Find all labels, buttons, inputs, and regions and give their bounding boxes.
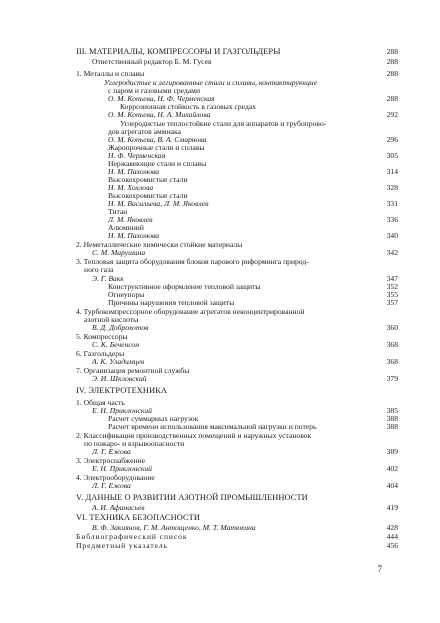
toc-entry-text: азотной кислоты <box>84 315 139 324</box>
toc-page-number: 456 <box>386 541 398 550</box>
toc-entry-text: III. МАТЕРИАЛЫ, КОМПРЕССОРЫ И ГАЗГОЛЬДЕРЫ <box>76 47 281 56</box>
toc-entry <box>108 422 316 431</box>
toc-page-number: 388 <box>386 414 398 423</box>
toc-page-number: 288 <box>386 69 398 78</box>
toc-entry-text: Расчет суммарных нагрузок <box>108 414 199 423</box>
toc-entry-text: С. К. Беченсон <box>92 340 139 349</box>
toc-entry-text: Ответственный редактор Б. М. Гусев <box>92 57 212 66</box>
toc-page-number: 288 <box>386 94 398 103</box>
toc-entry-text: Огнеупоры <box>108 290 145 299</box>
toc-entry <box>92 57 212 66</box>
toc-entry-text: О. М. Копьева, В. А. Смирнова <box>108 135 207 144</box>
toc-entry <box>92 374 147 383</box>
toc-entry <box>92 481 131 490</box>
toc-page-number: 368 <box>386 357 398 366</box>
toc-entry-text: Расчет времени использования максимальной нагрузки и потерь <box>108 422 317 431</box>
toc-entry <box>108 298 234 307</box>
toc-entry-text: по пожаро- и взрывоопасности <box>84 439 185 448</box>
toc-entry <box>84 265 113 274</box>
toc-entry-text: Э. Г. Вакк <box>92 274 124 283</box>
toc-entry-text: Л. Г. Ежова <box>92 447 131 456</box>
toc-entry-text: Н. М. Пахомова <box>108 231 160 240</box>
toc-entry-text: А. И. Афанасьев <box>92 503 145 512</box>
toc-entry-text: Предметный указатель <box>76 541 168 550</box>
toc-entry-text: Э. И. Шкловский <box>92 374 147 383</box>
toc-entry-text: 2. Классификация производственных помещений и наружных установок <box>76 431 312 440</box>
toc-entry <box>76 532 187 541</box>
toc-entry-text: Л. Г. Ежова <box>92 481 131 490</box>
toc-entry-text: 1. Общая часть <box>76 398 125 407</box>
toc-entry <box>108 110 210 119</box>
toc-page-number: 328 <box>386 183 398 192</box>
section-heading <box>76 513 200 522</box>
toc-entry <box>92 323 148 332</box>
toc-entry-text: V. ДАННЫЕ О РАЗВИТИИ АЗОТНОЙ ПРОМЫШЛЕННОСТИ <box>76 493 308 502</box>
toc-entry <box>76 69 144 78</box>
toc-page-number: 389 <box>386 447 398 456</box>
toc-entry-text: IV. ЭЛЕКТРОТЕХНИКА <box>76 386 168 395</box>
toc-entry-text: Н. Ф. Черменская <box>108 151 166 160</box>
toc-page-number: 360 <box>386 323 398 332</box>
toc-entry-text: Конструктивное оформление тепловой защиты <box>108 282 261 291</box>
toc-page-number: 296 <box>386 135 398 144</box>
toc-entry-text: VI. ТЕХНИКА БЕЗОПАСНОСТИ <box>76 513 201 522</box>
toc-entry-text: В. Д. Доброхотов <box>92 323 149 332</box>
toc-entry-text: Углеродистые теплостойкие стали для аппаратов и трубопрово- <box>120 119 327 128</box>
toc-page-number: 388 <box>386 422 398 431</box>
toc-entry-text: 2. Неметаллические химически стойкие материалы <box>76 240 243 249</box>
toc-entry-text: 5. Компрессоры <box>76 332 128 341</box>
toc-entry-text: Алюминий <box>108 223 144 232</box>
toc-entry-text: В. Ф. Закиянов, Г. М. Антощенко, М. Т. Матюхина <box>92 523 256 532</box>
toc-entry-text: Л. М. Яковлев <box>108 215 153 224</box>
toc-entry-text: С. М. Марушина <box>92 248 146 257</box>
toc-entry-text: Титан <box>108 207 128 216</box>
toc-entry <box>92 340 139 349</box>
toc-entry-text: 6. Газгольдеры <box>76 349 125 358</box>
toc-entry <box>92 503 145 512</box>
toc-page-number: 288 <box>386 57 398 66</box>
toc-page-number: 314 <box>386 167 398 176</box>
toc-page-number: 355 <box>386 290 398 299</box>
toc-entry <box>92 523 256 532</box>
toc-page-number: 385 <box>386 406 398 415</box>
toc-page-number: 352 <box>386 282 398 291</box>
toc-entry-text: Библиографический список <box>76 532 188 541</box>
toc-page-number: 342 <box>386 248 398 257</box>
toc-entry-text: Высокохромистые стали <box>108 191 188 200</box>
section-heading <box>76 47 281 56</box>
toc-entry-text: Жаропрочные стали и сплавы <box>108 143 205 152</box>
toc-entry-text: 1. Металлы и сплавы <box>76 69 145 78</box>
toc-page-number: 340 <box>386 231 398 240</box>
toc-page-number: 402 <box>386 464 398 473</box>
toc-page-number: 288 <box>386 47 398 56</box>
toc-page-number: 404 <box>386 481 398 490</box>
folio-page-number: 7 <box>377 564 382 574</box>
toc-entry <box>76 541 168 550</box>
toc-page-number: 336 <box>386 215 398 224</box>
toc-entry-text: 4. Электрооборудование <box>76 473 155 482</box>
toc-entry-text: 3. Электроснабжение <box>76 456 145 465</box>
toc-entry <box>92 357 144 366</box>
toc-page-number: 305 <box>386 151 398 160</box>
toc-entry <box>92 248 145 257</box>
toc-entry-text: 3. Тепловая защита оборудования блоков парового риформинга природ- <box>76 257 309 266</box>
toc-page-number: 419 <box>386 503 398 512</box>
toc-entry-text: 7. Организация ремонтной службы <box>76 366 190 375</box>
section-heading <box>76 386 167 395</box>
toc-entry-text: Н. М. Пахомова <box>108 167 160 176</box>
toc-page-number: 347 <box>386 274 398 283</box>
toc-entry-text: Н. М. Васильева, Л. М. Яковлев <box>108 199 209 208</box>
toc-entry-text: Е. Н. Приклонский <box>92 464 152 473</box>
toc-page-number: 368 <box>386 340 398 349</box>
toc-entry-text: Нержавеющие стали и сплавы <box>108 159 207 168</box>
toc-entry <box>92 464 152 473</box>
toc-page-number: 444 <box>386 532 398 541</box>
toc-entry-text: О. М. Копьева, Н. А. Михайлова <box>108 110 211 119</box>
toc-page-number: 357 <box>386 298 398 307</box>
toc-entry-text: ного газа <box>84 265 114 274</box>
toc-entry-text: дов агрегатов аммиака <box>108 127 181 136</box>
toc-page-number: 428 <box>386 523 398 532</box>
section-heading <box>76 493 308 502</box>
toc-page-number: 292 <box>386 110 398 119</box>
toc-entry <box>108 231 159 240</box>
toc-entry-text: 4. Турбокомпрессорное оборудование агрегатов неконцентрированной <box>76 307 305 316</box>
toc-entry-text: с паром и газовыми средами <box>108 86 201 95</box>
toc-entry-text: Причины нарушения тепловой защиты <box>108 298 235 307</box>
toc-entry-text: Коррозионная стойкость в газовых средах <box>120 102 256 111</box>
toc-entry-text: Углеродистые и легированные стали и сплавы, контактирующие <box>104 78 318 87</box>
toc-entry <box>92 447 131 456</box>
toc-entry-text: Высокохромистые стали <box>108 175 188 184</box>
toc-entry-text: А. К. Уладимцев <box>92 357 145 366</box>
toc-page-number: 331 <box>386 199 398 208</box>
toc-entry-text: О. М. Копьева, Н. Ф. Черменская <box>108 94 215 103</box>
toc-page-number: 379 <box>386 374 398 383</box>
toc-entry-text: Н. М. Хохлова <box>108 183 154 192</box>
toc-entry-text: Е. Н. Приклонский <box>92 406 152 415</box>
